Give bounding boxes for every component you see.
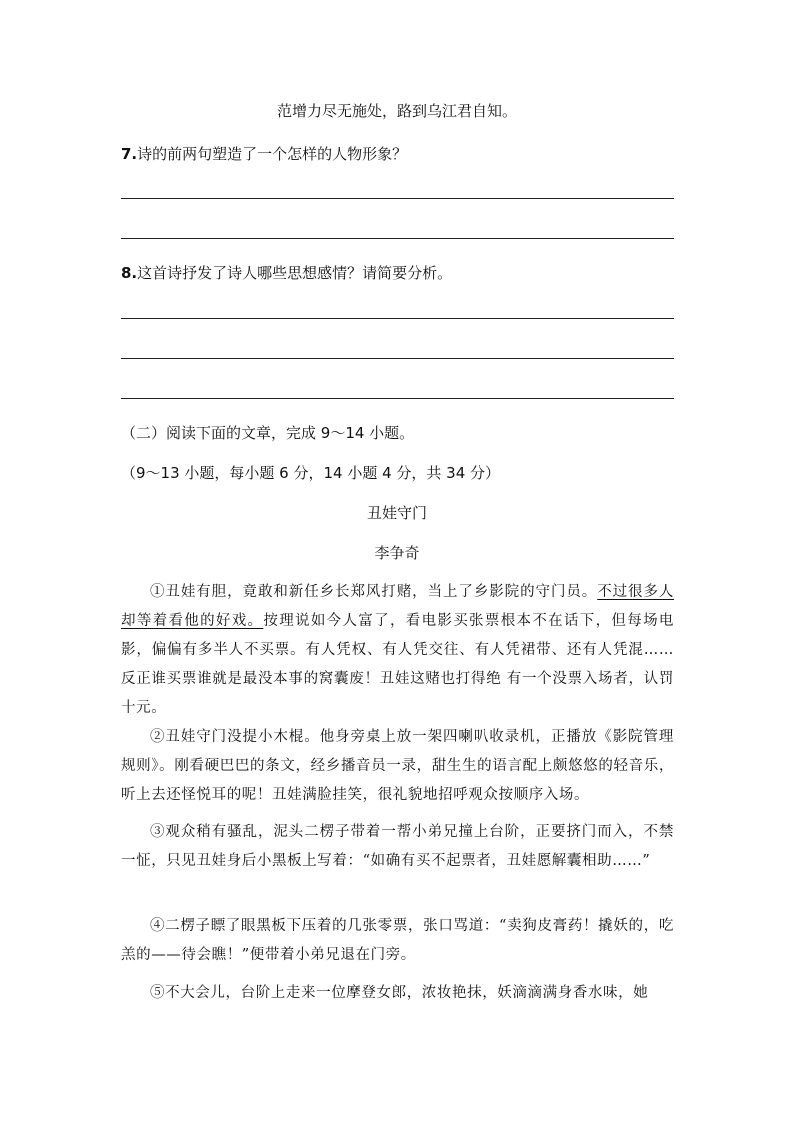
article-author: 李争奇 [374,544,420,562]
question-7-number: 7. [121,145,138,163]
article-paragraph-3: ③观众稍有骚乱，泥头二楞子带着一帮小弟兄撞上台阶，正要挤门而入，不禁一怔，只见丑娃身后小黑板上写着：“如确有买不起票者，丑娃愿解囊相助……” [121,824,674,869]
question-8-number: 8. [121,264,138,282]
answer-line[interactable] [121,358,674,359]
answer-line[interactable] [121,198,674,199]
answer-line[interactable] [121,238,674,239]
article-paragraph-1 [121,578,674,723]
question-7-text: 诗的前两句塑造了一个怎样的人物形象？ [137,145,408,163]
section-2-heading: （二）阅读下面的文章，完成 9～14 小题。 [121,424,415,442]
answer-line[interactable] [121,398,674,399]
article-paragraph-2: ②丑娃守门没提小木棍。他身旁桌上放一架四喇叭收录机，正播放《影院管理规则》。刚看硬巴巴的条文，经乡播音员一录，甜生生的语言配上颇悠悠的轻音乐，听上去还怪悦耳的呢！丑娃满脸挂笑，很礼貌地招呼观众按顺序入场。 [121,729,674,803]
paragraph-1-lead: ①丑娃有胆，竟敢和新任乡长郑风打赌，当上了乡影院的守门员。 [150,584,598,600]
poem-last-line: 范增力尽无施处，路到乌江君自知。 [276,102,517,120]
answer-line[interactable] [121,318,674,319]
question-8-text: 这首诗抒发了诗人哪些思想感情？请简要分析。 [137,264,453,282]
question-8 [121,262,452,283]
underlined-sentence: 不过很多人却等着看他的好戏。 [121,584,675,629]
article-title: 丑娃守门 [366,504,427,522]
article-paragraph-4: ④二楞子瞟了眼黑板下压着的几张零票，张口骂道：“卖狗皮膏药！撬妖的，吃羔的——待会瞧！”便带着小弟兄退在门旁。 [121,918,674,963]
article-paragraph-5: ⑤不大会儿，台阶上走来一位摩登女郎，浓妆艳抹，妖滴滴满身香水味，她 [150,985,649,1001]
question-7 [121,143,407,164]
section-2-scoring: （9～13 小题，每小题 6 分，14 小题 4 分，共 34 分） [121,464,501,482]
paragraph-1-rest: 按理说如今人富了，看电影买张票根本不在话下，但每场电影，偏偏有多半人不买票。有人凭权、有人凭交往、有人凭裙带、还有人凭混……反正谁买票谁就是最没本事的窝囊废！丑娃这赌也打得绝 有一个没票入场者，认罚十元。 [121,613,674,716]
